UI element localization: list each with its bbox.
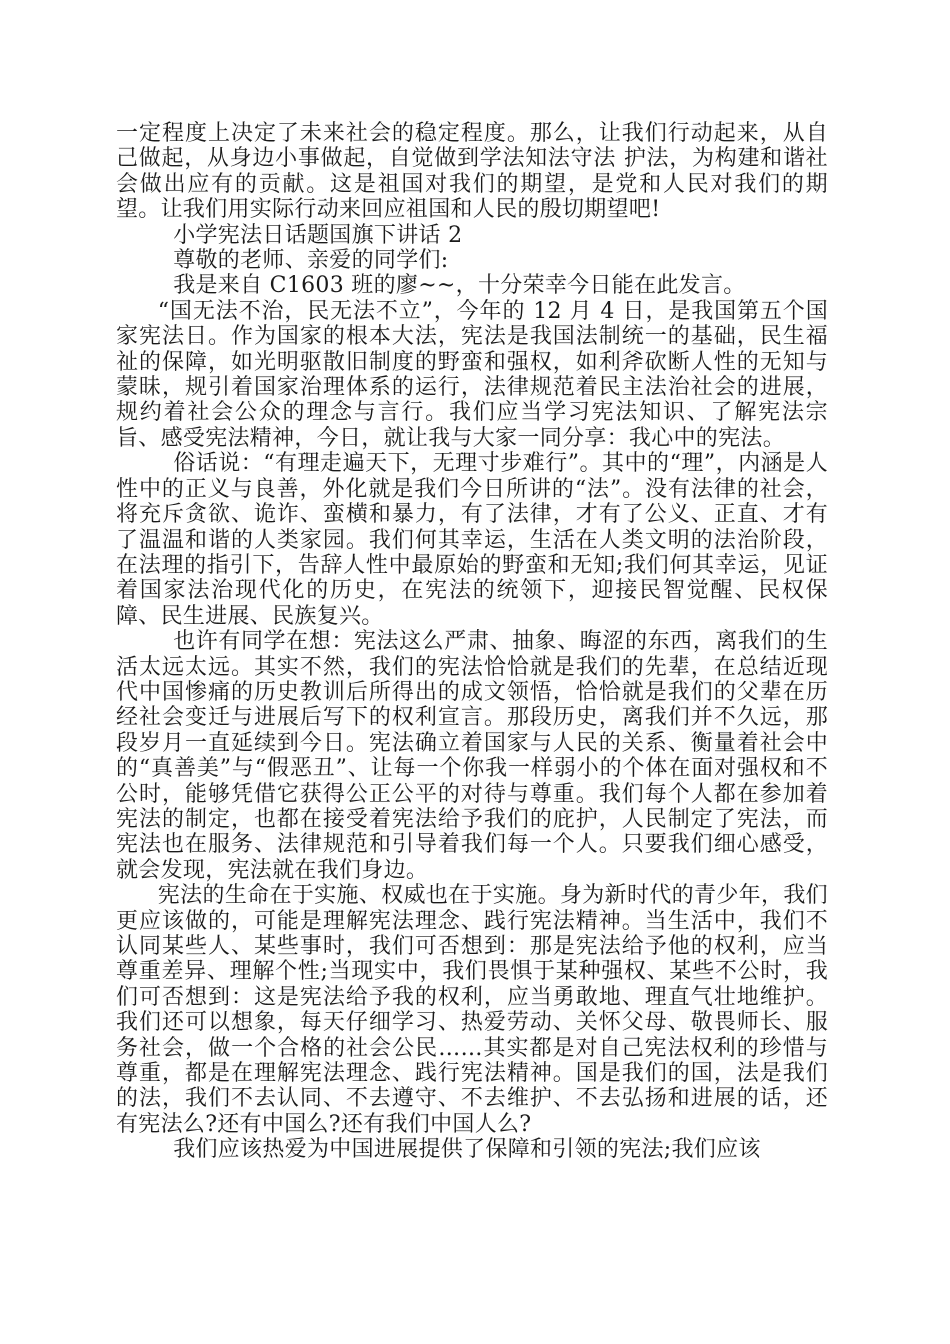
paragraph-constitution-near-us: 也许有同学在想：宪法这么严肃、抽象、晦涩的东西，离我们的生活太远太远。其实不然，我们的宪法恰恰就是我们的先辈，在总结近现代中国惨痛的历史教训后所得出的成文领悟，恰恰就是我们的父辈在历经社会变迁与进展后写下的权利宣言。那段历史，离我们并不久远，那段岁月一直延续到今日。宪法确立着国家与人民的关系、衡量着社会中的“真善美”与“假恶丑”、让每一个你我一样弱小的个体在面对强权和不公时，能够凭借它获得公正公平的对待与尊重。我们每个人都在参加着宪法的制定，也都在接受着宪法给予我们的庇护，人民制定了宪法，而宪法也在服务、法律规范和引导着我们每一个人。只要我们细心感受，就会发现，宪法就在我们身边。 — [116, 629, 828, 883]
paragraph-implementation: 宪法的生命在于实施、权威也在于实施。身为新时代的青少年，我们更应该做的，可能是理解宪法理念、践行宪法精神。当生活中，我们不认同某些人、某些事时，我们可否想到：那是宪法给予他的权利，应当尊重差异、理解个性;当现实中，我们畏惧于某种强权、某些不公时，我们可否想到：这是宪法给予我的权利，应当勇敢地、理直气壮地维护。我们还可以想象，每天仔细学习、热爱劳动、关怀父母、敬畏师长、服务社会，做一个合格的社会公民……其实都是对自己宪法权利的珍惜与尊重，都是在理解宪法理念、践行宪法精神。国是我们的国，法是我们的法，我们不去认同、不去遵守、不去维护、不去弘扬和进展的话，还有宪法么?还有中国么?还有我们中国人么? — [116, 883, 828, 1137]
paragraph-reason-and-law: 俗话说：“有理走遍天下，无理寸步难行”。其中的“理”，内涵是人性中的正义与良善，外化就是我们今日所讲的“法”。没有法律的社会，将充斥贪欲、诡诈、蛮横和暴力，有了法律，才有了公义、正直、才有了温温和谐的人类家园。我们何其幸运，生活在人类文明的法治阶段，在法理的指引下，告辞人性中最原始的野蛮和无知;我们何其幸运，见证着国家法治现代化的历史，在宪法的统领下，迎接民智觉醒、民权保障、民生进展、民族复兴。 — [116, 451, 828, 629]
paragraph-introduction: 我是来自 C1603 班的廖~~，十分荣幸今日能在此发言。 — [173, 273, 746, 299]
document-body — [116, 121, 828, 1163]
paragraph-love-constitution: 我们应该热爱为中国进展提供了保障和引领的宪法;我们应该 — [173, 1137, 761, 1163]
salutation: 尊敬的老师、亲爱的同学们: — [173, 248, 449, 274]
speech-title: 小学宪法日话题国旗下讲话 2 — [173, 222, 463, 248]
paragraph-constitution-day: “国无法不治，民无法不立”，今年的 12 月 4 日，是我国第五个国家宪法日。作为国家的根本大法，宪法是我国法制统一的基础，民生福祉的保障，如光明驱散旧制度的野蛮和强权，如利斧砍断人性的无知与蒙昧，规引着国家治理体系的运行，法律规范着民主法治社会的进展，规约着社会公众的理念与言行。我们应当学习宪法知识、了解宪法宗旨、感受宪法精神，今日，就让我与大家一同分享：我心中的宪法。 — [116, 298, 828, 451]
paragraph-closing-appeal: 一定程度上决定了未来社会的稳定程度。那么，让我们行动起来，从自己做起，从身边小事做起，自觉做到学法知法守法 护法，为构建和谐社会做出应有的贡献。这是祖国对我们的期望，是党和人民对我们的期望。让我们用实际行动来回应祖国和人民的殷切期望吧! — [116, 121, 828, 223]
